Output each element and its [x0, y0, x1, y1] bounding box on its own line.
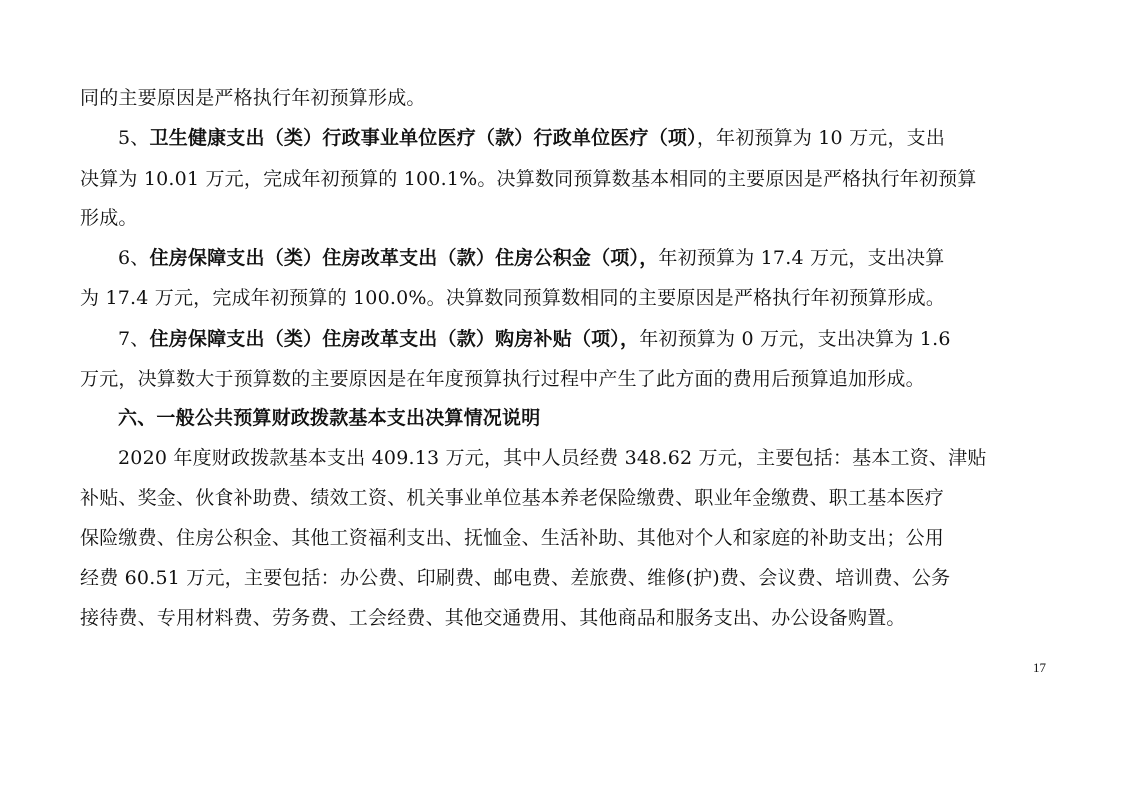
item-title-bold: 卫生健康支出（类）行政事业单位医疗（款）行政单位医疗（项） — [149, 127, 697, 149]
item-number: 7、 — [118, 328, 150, 350]
section-heading: 六、一般公共预算财政拨款基本支出决算情况说明 — [118, 407, 541, 429]
item-number: 6、 — [118, 247, 150, 269]
paragraph-line: 经费 60.51 万元，主要包括：办公费、印刷费、邮电费、差旅费、维修(护)费、会议费、培训费、公务 — [80, 567, 951, 589]
item-number: 5、 — [118, 127, 150, 149]
paragraph-line: 同的主要原因是严格执行年初预算形成。 — [80, 87, 426, 109]
item-5-line — [118, 125, 945, 151]
paragraph-line: 保险缴费、住房公积金、其他工资福利支出、抚恤金、生活补助、其他对个人和家庭的补助支出；公用 — [80, 527, 945, 549]
paragraph-line: 万元，决算数大于预算数的主要原因是在年度预算执行过程中产生了此方面的费用后预算追加形成。 — [80, 368, 925, 390]
item-title-bold: 住房保障支出（类）住房改革支出（款）住房公积金（项）， — [149, 247, 659, 269]
item-text: 年初预算为 0 万元，支出决算为 1.6 — [639, 328, 951, 350]
paragraph-line: 补贴、奖金、伙食补助费、绩效工资、机关事业单位基本养老保险缴费、职业年金缴费、职工基本医疗 — [80, 487, 945, 509]
paragraph-line: 为 17.4 万元，完成年初预算的 100.0%。决算数同预算数相同的主要原因是严格执行年初预算形成。 — [80, 287, 946, 309]
item-7-line — [118, 326, 951, 352]
paragraph-line: 决算为 10.01 万元，完成年初预算的 100.1%。决算数同预算数基本相同的主要原因是严格执行年初预算 — [80, 168, 977, 190]
page-number: 17 — [1033, 660, 1046, 675]
item-text: ，年初预算为 10 万元，支出 — [696, 127, 946, 149]
paragraph-line: 接待费、专用材料费、劳务费、工会经费、其他交通费用、其他商品和服务支出、办公设备购置。 — [80, 607, 906, 629]
item-text: 年初预算为 17.4 万元，支出决算 — [658, 247, 945, 269]
item-title-bold: 住房保障支出（类）住房改革支出（款）购房补贴（项）， — [149, 328, 640, 350]
item-6-line — [118, 245, 944, 271]
paragraph-line: 形成。 — [80, 207, 138, 229]
paragraph-line: 2020 年度财政拨款基本支出 409.13 万元，其中人员经费 348.62 万元，主要包括：基本工资、津贴 — [118, 447, 987, 469]
